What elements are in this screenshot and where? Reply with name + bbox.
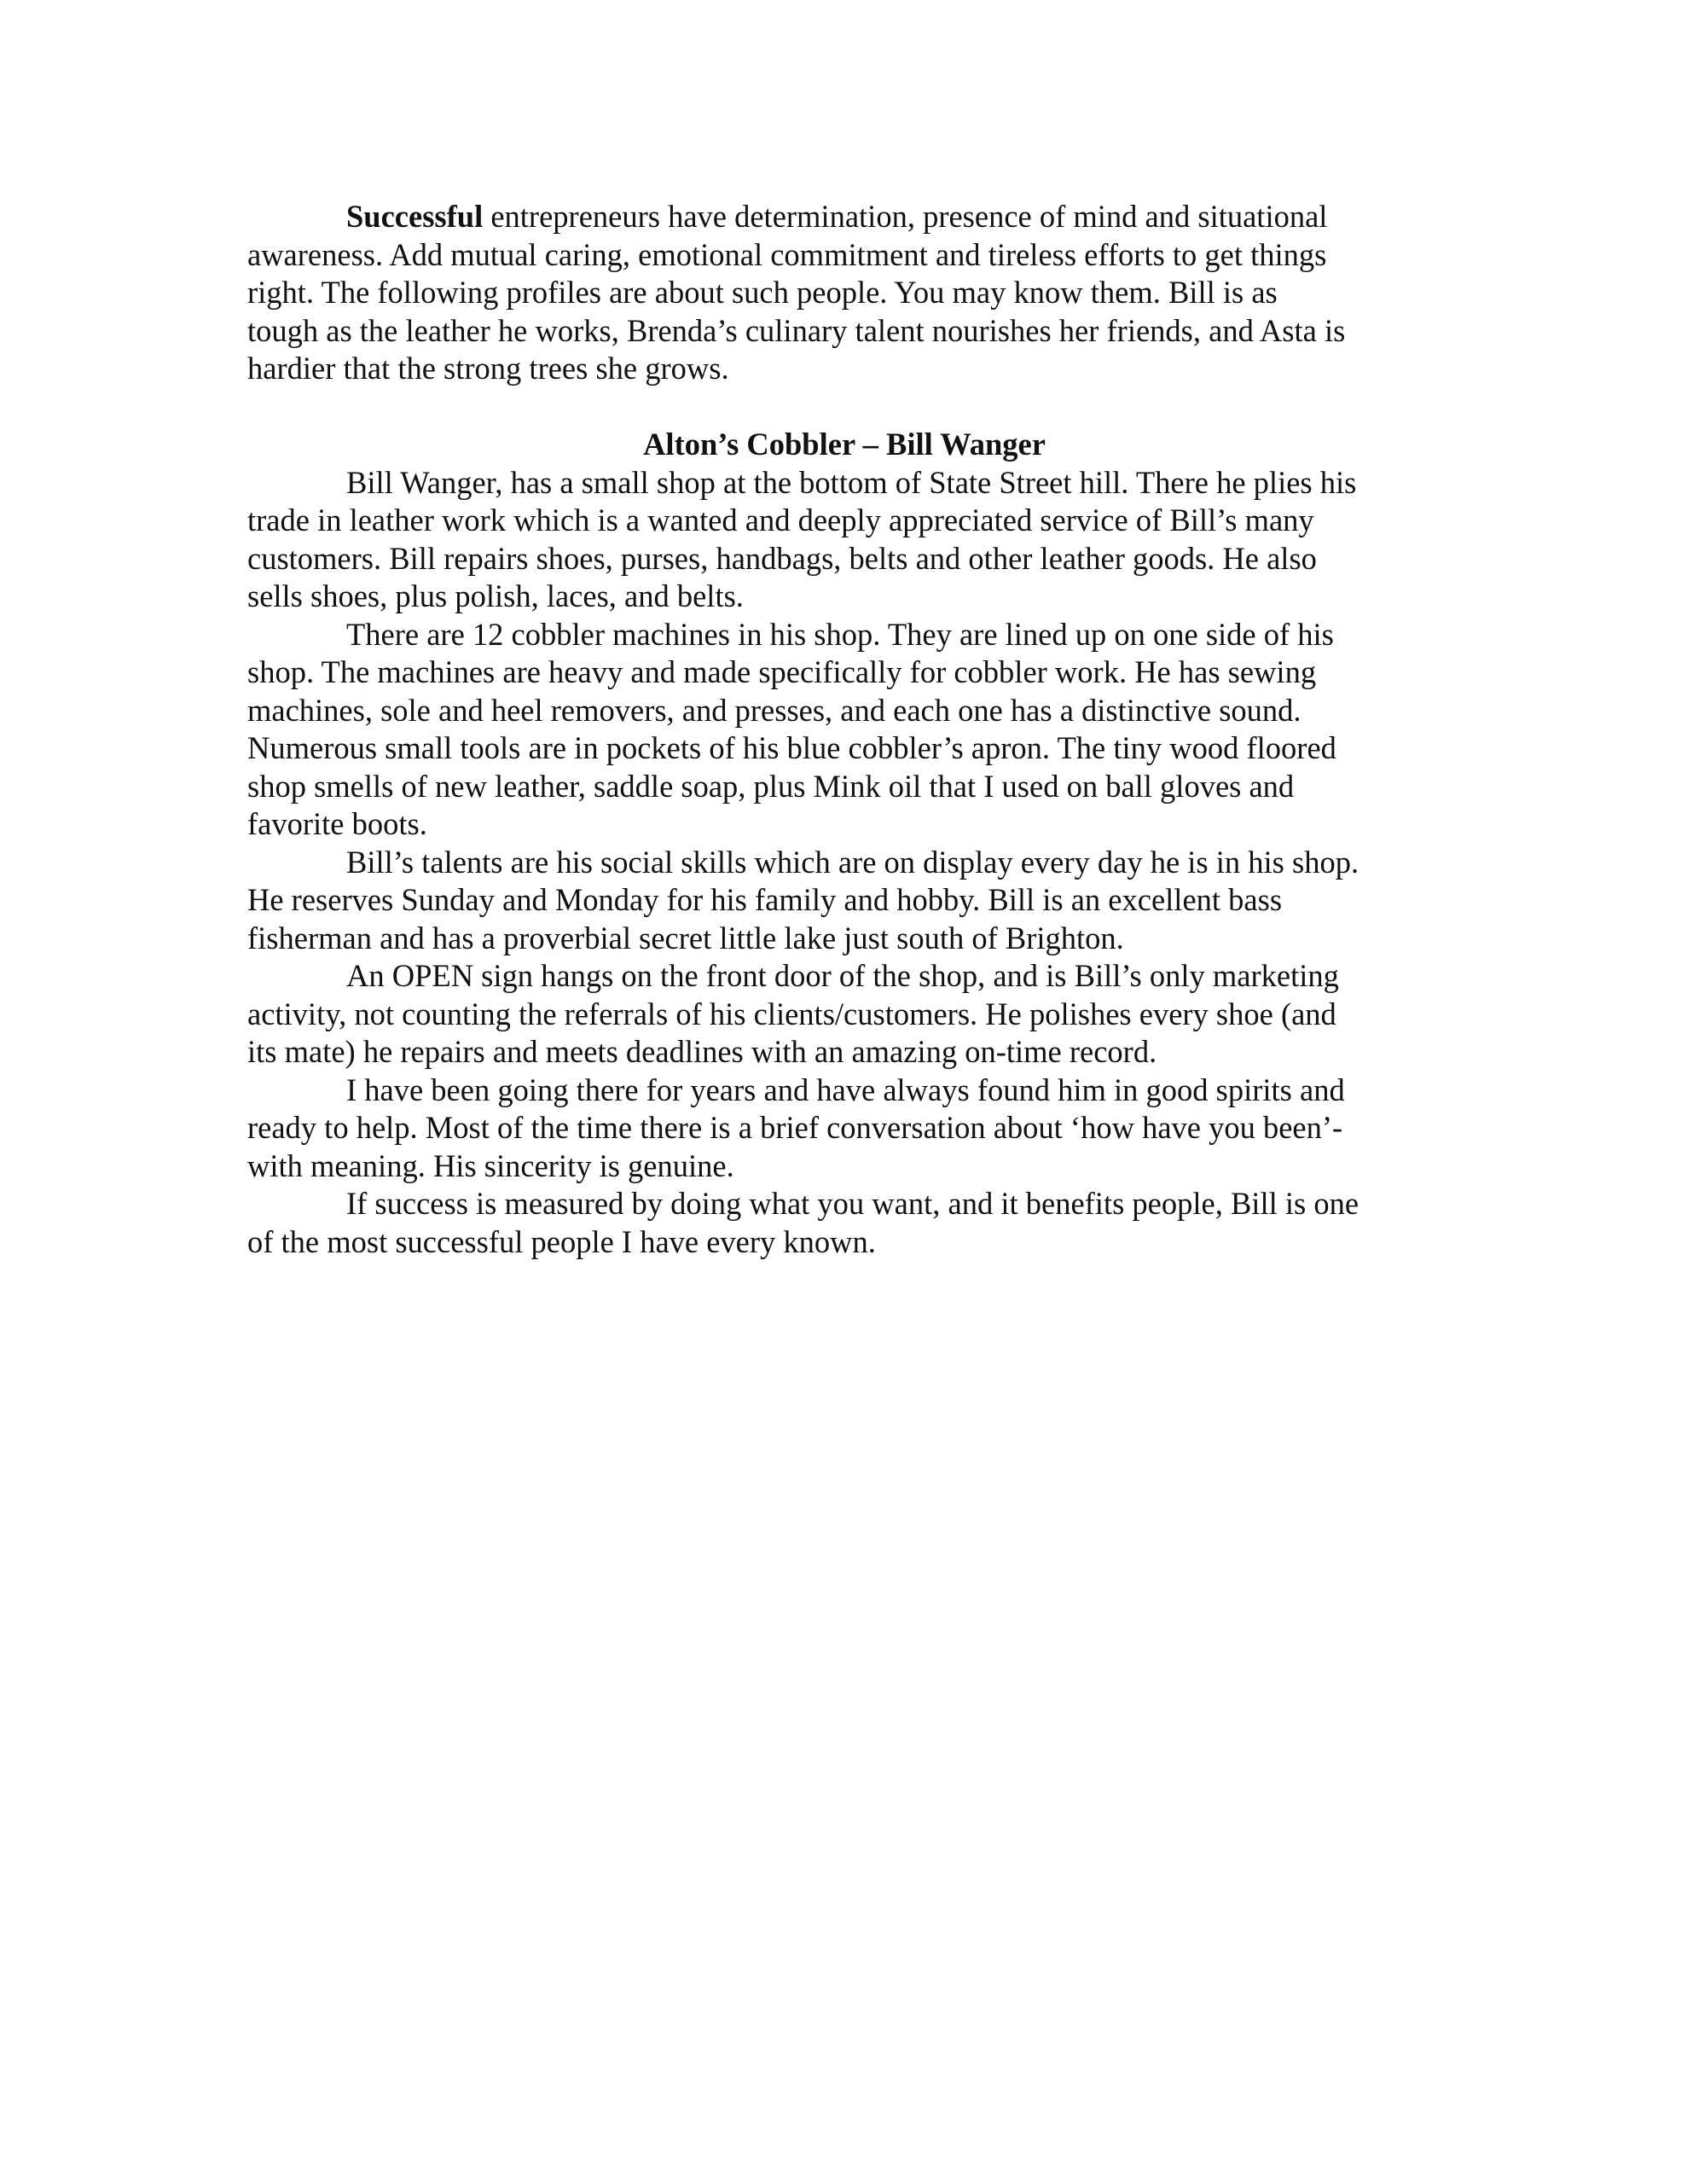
body-paragraph-1: Bill Wanger, has a small shop at the bottom of State Street hill. There he plies his trade in leather work which is a wanted and deeply appreciated service of Bill’s many customers. Bill repairs shoes, purses, handbags, belts and other leather goods. He also sells shoes, plus polish, laces, and belts.	[247, 464, 1357, 613]
body-paragraph-3: Bill’s talents are his social skills which are on display every day he is in his shop. He reserves Sunday and Monday for his family and hobby. Bill is an excellent bass fisherman and has a proverbial secret little lake just south of Brighton.	[247, 844, 1359, 956]
intro-lead-word: Successful	[346, 199, 484, 234]
intro-text: entrepreneurs have determination, presence of mind and situational awareness. Add mutual caring, emotional commitment and tireless efforts to get things right. The following profiles are about such people. You may know them. Bill is as tough as the leather he works, Brenda’s culinary talent nourishes her friends, and Asta is hardier that the strong trees she grows.	[247, 199, 1346, 386]
body-paragraph-4: An OPEN sign hangs on the front door of the shop, and is Bill’s only marketing activity, not counting the referrals of his clients/customers. He polishes every shoe (and its mate) he repairs and meets deadlines with an amazing on-time record.	[247, 958, 1339, 1069]
body-paragraph-6: If success is measured by doing what you want, and it benefits people, Bill is one of the most successful people I have every known.	[247, 1186, 1359, 1259]
intro-paragraph	[247, 198, 1441, 388]
body-paragraph-5: I have been going there for years and have always found him in good spirits and ready to help. Most of the time there is a brief conversation about ‘how have you been’- with meaning. His sincerity is genuine.	[247, 1072, 1345, 1183]
paragraph-spacer	[247, 388, 1441, 427]
document-page	[247, 198, 1441, 1261]
section-heading: Alton’s Cobbler – Bill Wanger	[643, 427, 1046, 462]
body-paragraph-2: There are 12 cobbler machines in his shop. They are lined up on one side of his shop. The machines are heavy and made specifically for cobbler work. He has sewing machines, sole and heel removers, and presses, and each one has a distinctive sound. Numerous small tools are in pockets of his blue cobbler’s apron. The tiny wood floored shop smells of new leather, saddle soap, plus Mink oil that I used on ball gloves and favorite boots.	[247, 616, 1336, 841]
